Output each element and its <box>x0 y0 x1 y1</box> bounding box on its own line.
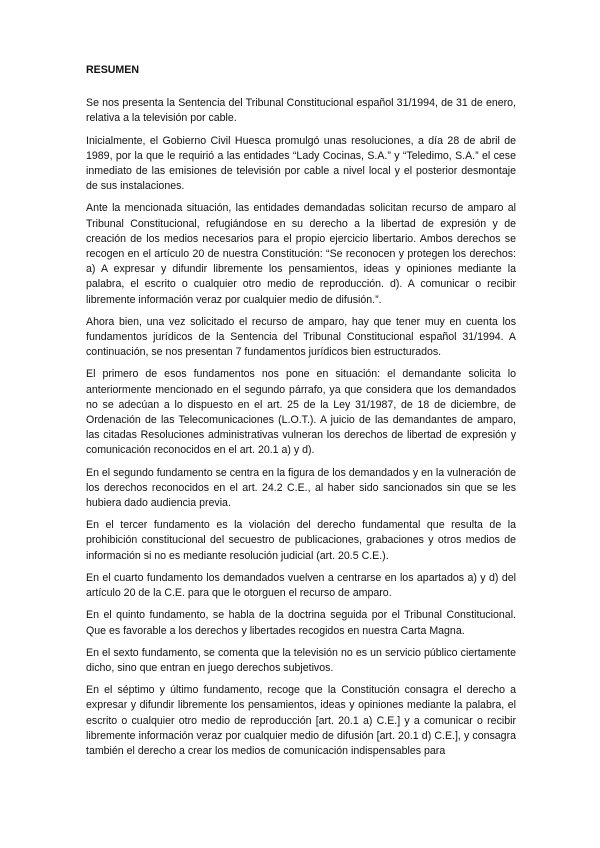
paragraph-foundation-4: En el cuarto fundamento los demandados vuelven a centrarse en los apartados a) y d) del artículo 20 de la C.E. para que le otorguen el recurso de amparo. <box>86 571 516 600</box>
paragraph-foundation-6: En el sexto fundamento, se comenta que la televisión no es un servicio público ciertamente dicho, sino que entran en juego derechos subjetivos. <box>86 646 516 674</box>
paragraph-foundations-intro: Ahora bien, una vez solicitado el recurso de amparo, hay que tener muy en cuenta los fundamentos jurídicos de la Sentencia del Tribunal Constitucional español 31/1994. A continuación, se nos presentan 7 fundamentos jurídicos bien estructurados. <box>86 315 516 359</box>
paragraph-foundation-7: En el séptimo y último fundamento, recoge que la Constitución consagra el derecho a expresar y difundir libremente los pensamientos, ideas y opiniones mediante la palabra, el escrito o cualquier otro medio de reproducción [art. 20.1 a) C.E.] y a comunicar o recibir libremente información veraz por cualquier medio de difusión [art. 20.1 d) C.E.], y consagra también el derecho a crear los medios de comunicación indispensables para <box>86 684 516 757</box>
paragraph-foundation-1: El primero de esos fundamentos nos pone en situación: el demandante solicita lo anteriormente mencionado en el segundo párrafo, ya que considera que los demandados no se adecúan a lo dispuesto en el art. 25 de la Ley 31/1987, de 18 de diciembre, de Ordenación de las Telecomunicaciones (L.O.T.). A juicio de las demandantes de amparo, las citadas Resoluciones administrativas vulneran los derechos de libertad de expresión y comunicación reconocidos en el art. 20.1 a) y d). <box>86 368 516 457</box>
paragraph-background: Inicialmente, el Gobierno Civil Huesca promulgó unas resoluciones, a día 28 de abril de 1989, por la que le requirió a las entidades “Lady Cocinas, S.A.” y “Teledimo, S.A.” el cese inmediato de las emisiones de televisión por cable a nivel local y el posterior desmontaje de sus instalaciones. <box>86 134 516 193</box>
paragraph-appeal: Ante la mencionada situación, las entidades demandadas solicitan recurso de amparo al Tribunal Constitucional, refugiándose en su derecho a la libertad de expresión y de creación de los medios necesarios para el propio ejercicio libertario. Ambos derechos se recogen en el artículo 20 de nuestra Constitución: “Se reconocen y protegen los derechos: a) A expresar y difundir libremente los pensamientos, ideas y opiniones mediante la palabra, el escrito o cualquier otro medio de reproducción. d). A comunicar o recibir libremente información veraz por cualquier medio de difusión.”. <box>86 202 516 306</box>
document-body <box>86 63 516 766</box>
paragraph-foundation-3: En el tercer fundamento es la violación del derecho fundamental que resulta de la prohibición constitucional del secuestro de publicaciones, grabaciones y otros medios de información si no es mediante resolución judicial (art. 20.5 C.E.). <box>86 519 516 562</box>
paragraph-foundation-2: En el segundo fundamento se centra en la figura de los demandados y en la vulneración de los derechos reconocidos en el art. 24.2 C.E., al haber sido sancionados sin que se les hubiera dado audiencia previa. <box>86 466 516 510</box>
document-title: RESUMEN <box>86 64 139 76</box>
paragraph-foundation-5: En el quinto fundamento, se habla de la doctrina seguida por el Tribunal Constitucional. Que es favorable a los derechos y libertades recogidos en nuestra Carta Magna. <box>86 609 516 637</box>
paragraph-intro: Se nos presenta la Sentencia del Tribunal Constitucional español 31/1994, de 31 de enero, relativa a la televisión por cable. <box>86 97 516 125</box>
